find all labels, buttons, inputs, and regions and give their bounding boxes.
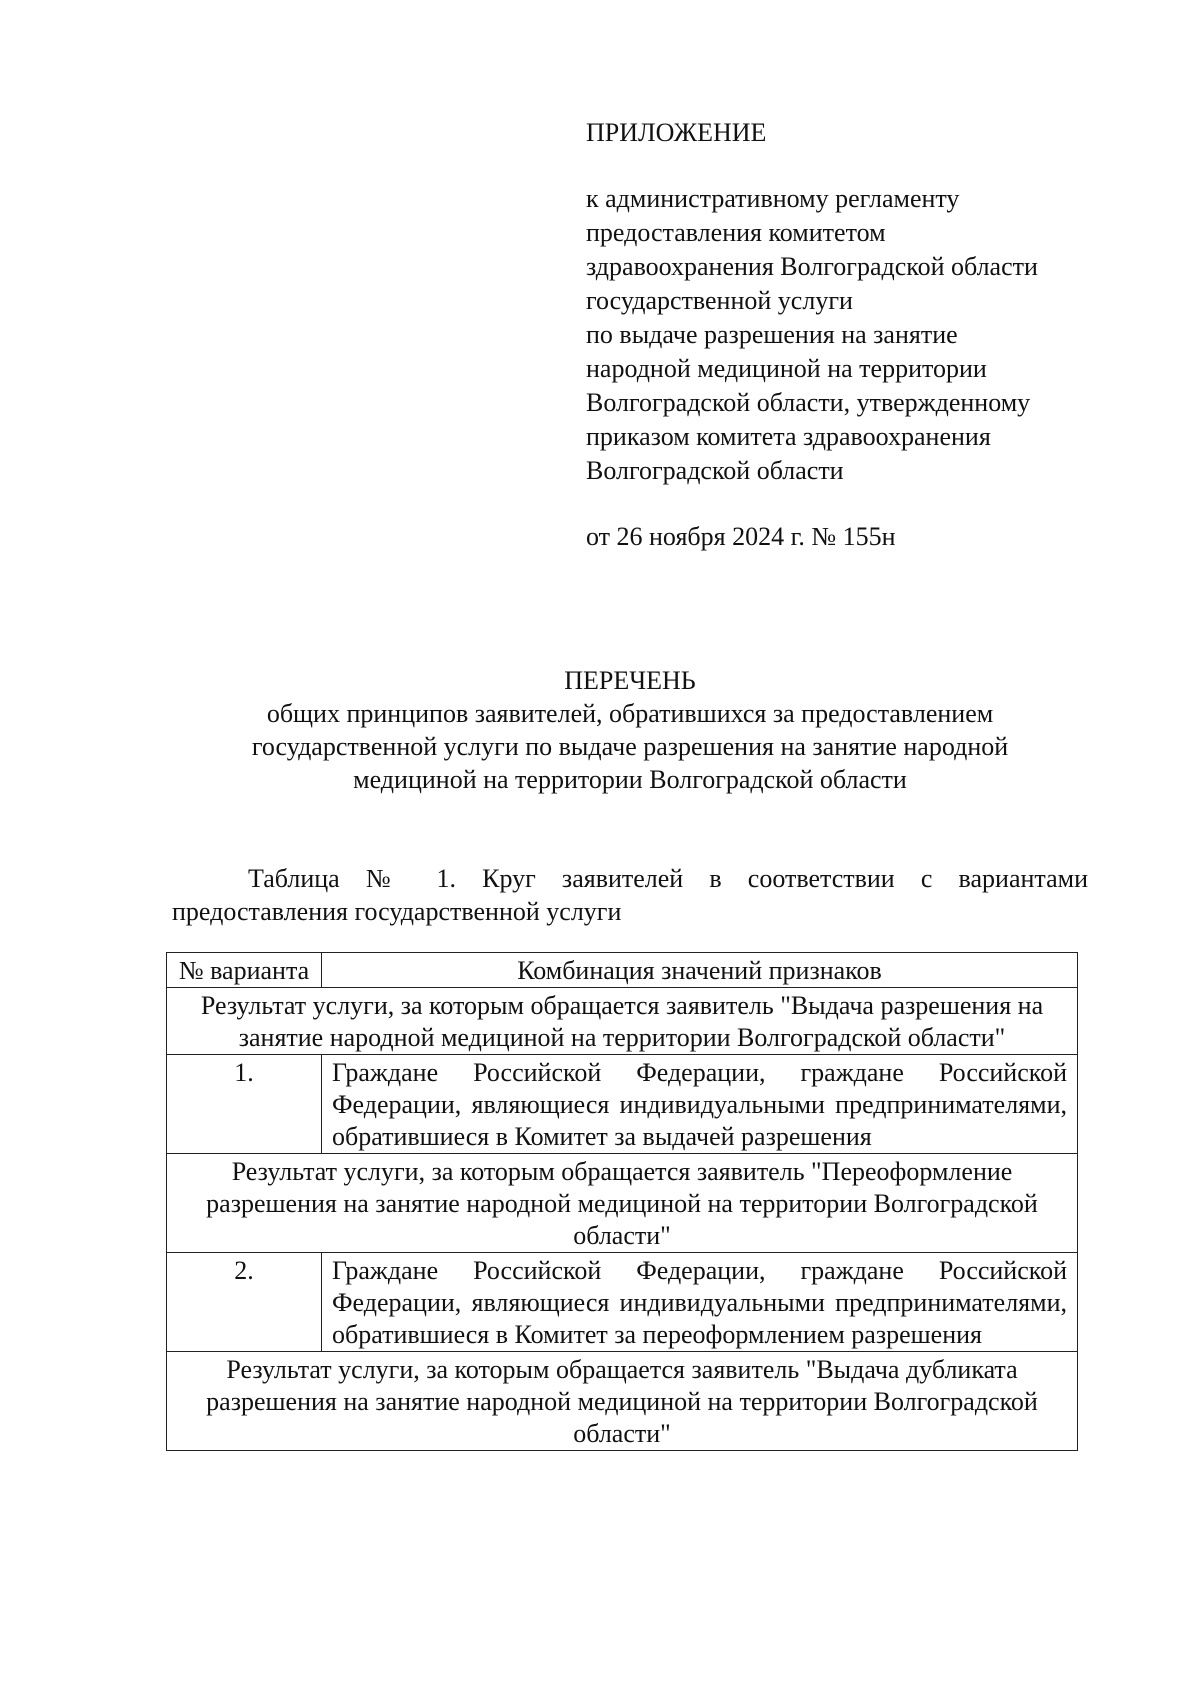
document-heading: [180, 664, 1080, 796]
table-caption: [172, 862, 1088, 928]
appendix-line: Волгоградской области, утвержденному: [586, 388, 1031, 417]
heading-line: медициной на территории Волгоградской области: [353, 765, 907, 794]
appendix-line: здравоохранения Волгоградской области: [586, 252, 1038, 281]
heading-title: ПЕРЕЧЕНЬ: [564, 666, 696, 695]
caption-line: Таблица № 1. Круг заявителей в соответствии с вариантами: [248, 864, 1088, 893]
variant-number: 1.: [167, 1055, 322, 1154]
heading-line: государственной услуги по выдаче разрешения на занятие народной: [251, 732, 1009, 761]
result-cell: Результат услуги, за которым обращается заявитель "Выдача дубликата разрешения на занятие народной медициной на территории Волгоградской области": [167, 1352, 1078, 1451]
appendix-line: предоставления комитетом: [586, 218, 886, 247]
result-row: [167, 1352, 1078, 1451]
appendix-title: ПРИЛОЖЕНИЕ: [586, 118, 767, 147]
appendix-line: государственной услуги: [586, 286, 853, 315]
appendix-line: приказом комитета здравоохранения: [586, 422, 991, 451]
appendix-line: по выдаче разрешения на занятие: [586, 320, 958, 349]
appendix-line: Волгоградской области: [586, 456, 844, 485]
result-row: [167, 1154, 1078, 1253]
appendix-line: народной медициной на территории: [586, 354, 987, 383]
variant-number: 2.: [167, 1253, 322, 1352]
variants-table: [166, 952, 1078, 1451]
result-row: [167, 988, 1078, 1055]
variant-description: Граждане Российской Федерации, граждане Российской Федерации, являющиеся индивидуальными предпринимателями, обратившиеся в Комитет за переоформлением разрешения: [322, 1253, 1078, 1352]
order-reference: от 26 ноября 2024 г. № 155н: [586, 522, 896, 551]
table-row: [167, 1253, 1078, 1352]
table-row: [167, 1055, 1078, 1154]
result-cell: Результат услуги, за которым обращается заявитель "Выдача разрешения на занятие народной медициной на территории Волгоградской области": [167, 988, 1078, 1055]
header-variant-number: № варианта: [167, 953, 322, 988]
appendix-line: к административному регламенту: [586, 184, 960, 213]
caption-line: предоставления государственной услуги: [172, 897, 622, 926]
appendix-block: [586, 116, 1106, 554]
table-header-row: [167, 953, 1078, 988]
header-combination: Комбинация значений признаков: [322, 953, 1078, 988]
heading-line: общих принципов заявителей, обратившихся за предоставлением: [266, 699, 994, 728]
variant-description: Граждане Российской Федерации, граждане Российской Федерации, являющиеся индивидуальными предпринимателями, обратившиеся в Комитет за выдачей разрешения: [322, 1055, 1078, 1154]
result-cell: Результат услуги, за которым обращается заявитель "Переоформление разрешения на занятие народной медициной на территории Волгоградской области": [167, 1154, 1078, 1253]
